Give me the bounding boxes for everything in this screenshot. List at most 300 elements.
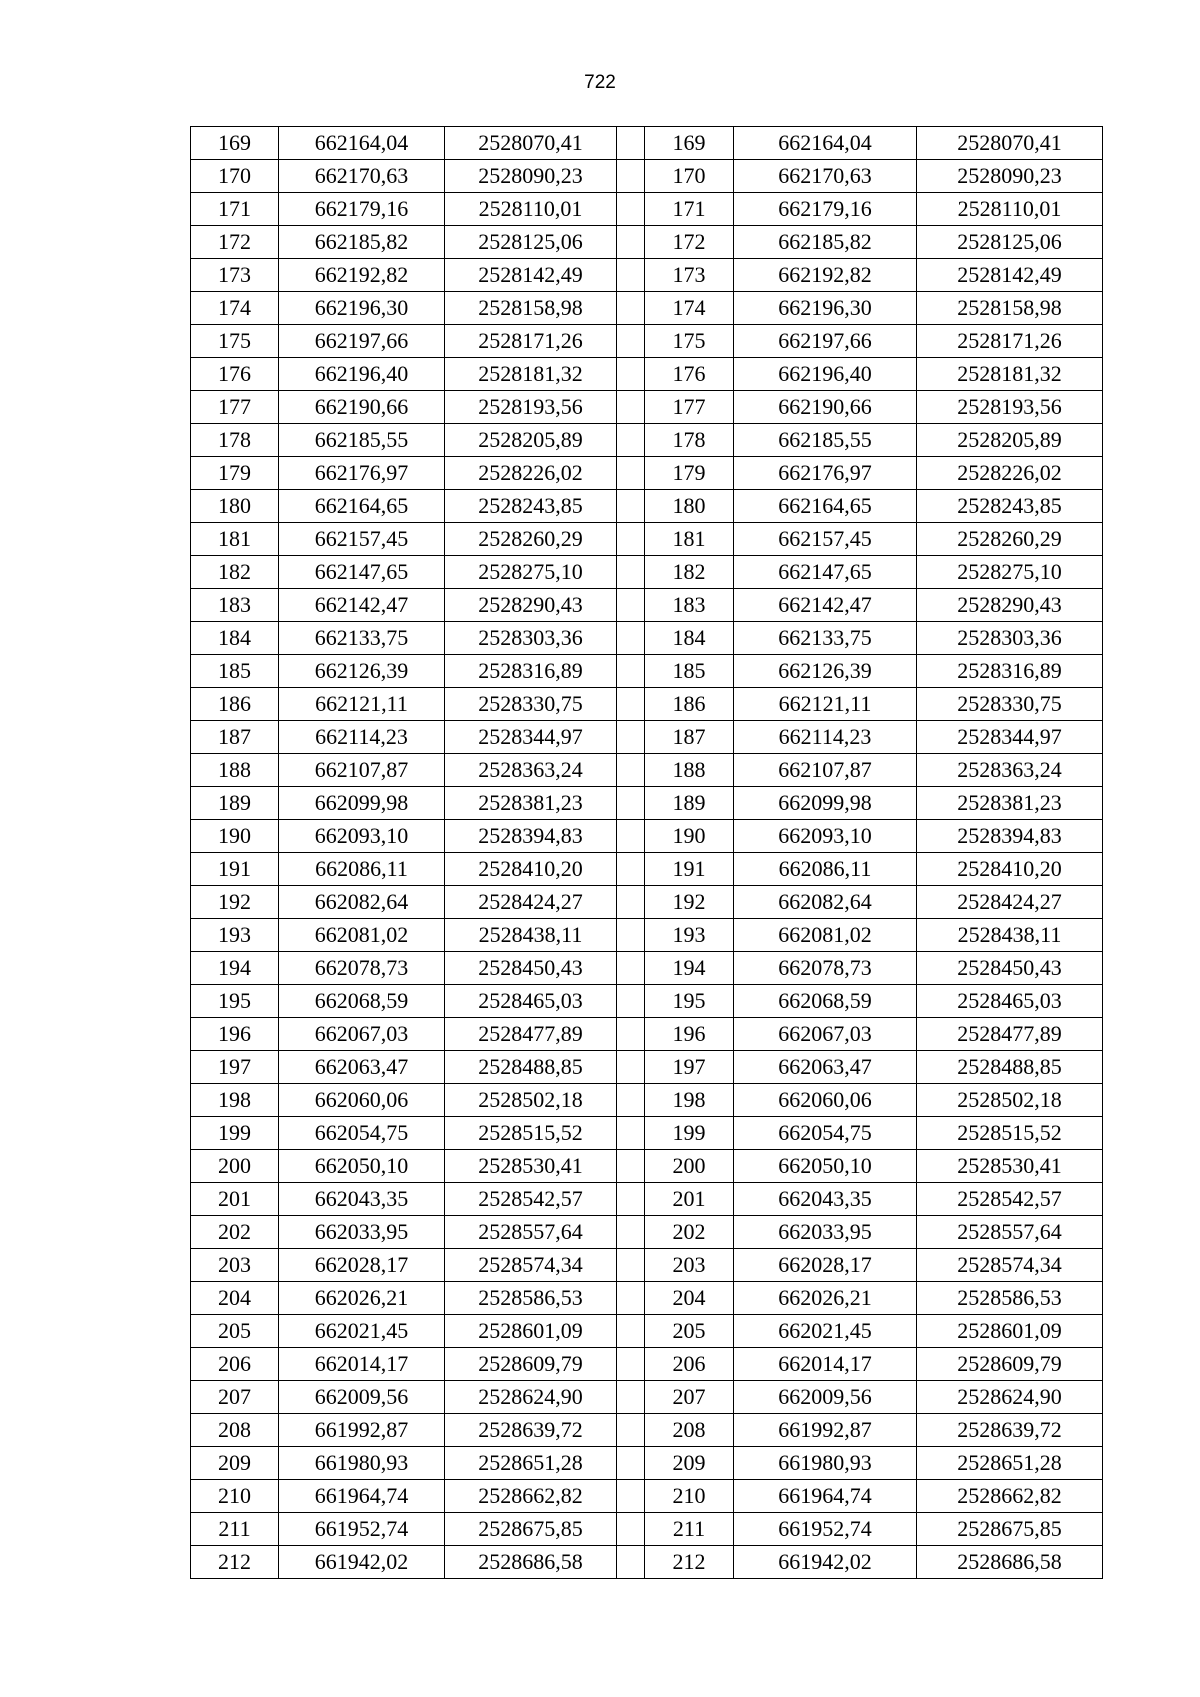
table-cell-y-coordinate: 2528158,98 [917,292,1103,325]
table-cell-x-coordinate: 662054,75 [279,1117,445,1150]
table-row [191,424,1103,457]
table-cell-y-coordinate: 2528515,52 [917,1117,1103,1150]
table-cell-spacer-cell [617,1117,645,1150]
table-cell-point-number: 189 [645,787,734,820]
table-row [191,721,1103,754]
table-cell-y-coordinate: 2528344,97 [445,721,617,754]
table-row [191,391,1103,424]
table-row [191,688,1103,721]
table-cell-y-coordinate: 2528639,72 [445,1414,617,1447]
table-cell-y-coordinate: 2528502,18 [445,1084,617,1117]
table-cell-y-coordinate: 2528394,83 [917,820,1103,853]
table-cell-y-coordinate: 2528586,53 [445,1282,617,1315]
table-cell-y-coordinate: 2528243,85 [445,490,617,523]
table-cell-spacer-cell [617,358,645,391]
table-cell-y-coordinate: 2528110,01 [445,193,617,226]
table-cell-point-number: 194 [191,952,279,985]
table-cell-x-coordinate: 662164,65 [734,490,917,523]
table-cell-y-coordinate: 2528574,34 [445,1249,617,1282]
table-cell-spacer-cell [617,226,645,259]
table-cell-spacer-cell [617,424,645,457]
table-cell-point-number: 173 [645,259,734,292]
table-cell-point-number: 208 [645,1414,734,1447]
table-cell-x-coordinate: 662107,87 [279,754,445,787]
table-row [191,985,1103,1018]
table-row [191,457,1103,490]
table-cell-point-number: 191 [645,853,734,886]
table-cell-point-number: 172 [645,226,734,259]
table-cell-x-coordinate: 662164,04 [734,127,917,160]
table-cell-point-number: 211 [191,1513,279,1546]
table-cell-x-coordinate: 661992,87 [279,1414,445,1447]
table-cell-point-number: 209 [645,1447,734,1480]
table-cell-y-coordinate: 2528316,89 [917,655,1103,688]
table-row [191,1447,1103,1480]
table-row [191,1480,1103,1513]
table-cell-y-coordinate: 2528557,64 [917,1216,1103,1249]
table-row [191,1183,1103,1216]
table-cell-y-coordinate: 2528171,26 [445,325,617,358]
table-cell-point-number: 196 [191,1018,279,1051]
table-cell-spacer-cell [617,490,645,523]
table-cell-x-coordinate: 662067,03 [734,1018,917,1051]
table-cell-x-coordinate: 661952,74 [734,1513,917,1546]
table-cell-y-coordinate: 2528142,49 [917,259,1103,292]
table-cell-x-coordinate: 661942,02 [279,1546,445,1579]
table-cell-point-number: 182 [191,556,279,589]
table-row [191,1018,1103,1051]
table-row [191,556,1103,589]
table-cell-point-number: 183 [645,589,734,622]
table-cell-x-coordinate: 662185,82 [279,226,445,259]
table-row [191,325,1103,358]
table-cell-point-number: 198 [645,1084,734,1117]
table-row [191,292,1103,325]
table-row [191,127,1103,160]
table-row [191,754,1103,787]
table-cell-y-coordinate: 2528303,36 [917,622,1103,655]
table-cell-y-coordinate: 2528438,11 [445,919,617,952]
table-cell-x-coordinate: 662147,65 [734,556,917,589]
table-cell-y-coordinate: 2528090,23 [917,160,1103,193]
table-cell-point-number: 201 [645,1183,734,1216]
table-row [191,226,1103,259]
table-cell-x-coordinate: 662176,97 [734,457,917,490]
table-cell-x-coordinate: 662060,06 [734,1084,917,1117]
table-cell-point-number: 188 [191,754,279,787]
table-cell-spacer-cell [617,589,645,622]
table-cell-point-number: 202 [191,1216,279,1249]
table-cell-spacer-cell [617,391,645,424]
table-cell-point-number: 171 [645,193,734,226]
table-row [191,1084,1103,1117]
table-cell-x-coordinate: 661964,74 [734,1480,917,1513]
table-row [191,1216,1103,1249]
table-row [191,523,1103,556]
table-cell-point-number: 178 [191,424,279,457]
table-cell-point-number: 176 [191,358,279,391]
table-cell-spacer-cell [617,1183,645,1216]
table-row [191,1051,1103,1084]
table-row [191,952,1103,985]
table-cell-x-coordinate: 662063,47 [279,1051,445,1084]
table-cell-spacer-cell [617,820,645,853]
table-cell-point-number: 192 [645,886,734,919]
table-cell-y-coordinate: 2528438,11 [917,919,1103,952]
table-cell-x-coordinate: 662107,87 [734,754,917,787]
table-cell-spacer-cell [617,1447,645,1480]
table-cell-point-number: 171 [191,193,279,226]
table-cell-x-coordinate: 661980,93 [734,1447,917,1480]
table-cell-point-number: 179 [191,457,279,490]
table-cell-x-coordinate: 662086,11 [279,853,445,886]
table-cell-y-coordinate: 2528181,32 [445,358,617,391]
table-cell-x-coordinate: 662067,03 [279,1018,445,1051]
table-cell-x-coordinate: 662121,11 [279,688,445,721]
table-cell-x-coordinate: 662196,30 [734,292,917,325]
table-cell-x-coordinate: 662133,75 [279,622,445,655]
table-cell-x-coordinate: 662185,55 [734,424,917,457]
table-row [191,1315,1103,1348]
table-cell-x-coordinate: 662192,82 [734,259,917,292]
table-cell-x-coordinate: 662009,56 [734,1381,917,1414]
table-cell-y-coordinate: 2528193,56 [445,391,617,424]
table-cell-y-coordinate: 2528205,89 [445,424,617,457]
table-cell-x-coordinate: 662164,04 [279,127,445,160]
table-cell-x-coordinate: 662086,11 [734,853,917,886]
table-row [191,886,1103,919]
table-cell-x-coordinate: 662179,16 [279,193,445,226]
table-cell-point-number: 173 [191,259,279,292]
table-cell-point-number: 174 [645,292,734,325]
table-cell-x-coordinate: 662026,21 [734,1282,917,1315]
table-cell-spacer-cell [617,523,645,556]
table-cell-spacer-cell [617,1348,645,1381]
table-cell-point-number: 186 [191,688,279,721]
table-cell-spacer-cell [617,1282,645,1315]
table-cell-x-coordinate: 662121,11 [734,688,917,721]
table-cell-point-number: 181 [191,523,279,556]
table-cell-point-number: 177 [645,391,734,424]
table-cell-x-coordinate: 662164,65 [279,490,445,523]
table-cell-x-coordinate: 662114,23 [734,721,917,754]
table-cell-y-coordinate: 2528624,90 [445,1381,617,1414]
table-cell-spacer-cell [617,622,645,655]
table-cell-x-coordinate: 662021,45 [734,1315,917,1348]
table-cell-point-number: 186 [645,688,734,721]
table-cell-y-coordinate: 2528290,43 [445,589,617,622]
table-row [191,1150,1103,1183]
table-cell-y-coordinate: 2528181,32 [917,358,1103,391]
page-number: 722 [584,72,616,93]
table-cell-point-number: 198 [191,1084,279,1117]
table-cell-spacer-cell [617,259,645,292]
table-cell-x-coordinate: 662014,17 [734,1348,917,1381]
table-cell-x-coordinate: 662014,17 [279,1348,445,1381]
table-cell-point-number: 196 [645,1018,734,1051]
table-cell-point-number: 212 [191,1546,279,1579]
table-cell-y-coordinate: 2528410,20 [445,853,617,886]
table-cell-x-coordinate: 662060,06 [279,1084,445,1117]
table-cell-point-number: 185 [191,655,279,688]
table-cell-x-coordinate: 662099,98 [279,787,445,820]
table-cell-spacer-cell [617,787,645,820]
table-cell-x-coordinate: 662078,73 [279,952,445,985]
table-cell-point-number: 190 [645,820,734,853]
table-cell-spacer-cell [617,127,645,160]
table-cell-x-coordinate: 662196,40 [734,358,917,391]
table-cell-y-coordinate: 2528557,64 [445,1216,617,1249]
table-cell-y-coordinate: 2528651,28 [917,1447,1103,1480]
table-cell-point-number: 202 [645,1216,734,1249]
table-cell-x-coordinate: 662068,59 [734,985,917,1018]
table-cell-x-coordinate: 662185,55 [279,424,445,457]
table-cell-x-coordinate: 661964,74 [279,1480,445,1513]
table-cell-x-coordinate: 662081,02 [734,919,917,952]
table-cell-x-coordinate: 662068,59 [279,985,445,1018]
table-row [191,589,1103,622]
table-cell-point-number: 193 [191,919,279,952]
table-cell-point-number: 195 [191,985,279,1018]
table-cell-x-coordinate: 662043,35 [734,1183,917,1216]
table-cell-point-number: 170 [191,160,279,193]
table-cell-x-coordinate: 662081,02 [279,919,445,952]
table-cell-x-coordinate: 662082,64 [279,886,445,919]
table-cell-point-number: 197 [191,1051,279,1084]
table-cell-y-coordinate: 2528639,72 [917,1414,1103,1447]
table-cell-y-coordinate: 2528586,53 [917,1282,1103,1315]
table-cell-x-coordinate: 662190,66 [734,391,917,424]
table-row [191,1348,1103,1381]
table-row [191,193,1103,226]
table-cell-y-coordinate: 2528609,79 [917,1348,1103,1381]
table-cell-point-number: 180 [191,490,279,523]
table-cell-point-number: 204 [191,1282,279,1315]
table-cell-y-coordinate: 2528410,20 [917,853,1103,886]
table-cell-spacer-cell [617,1216,645,1249]
table-cell-x-coordinate: 661952,74 [279,1513,445,1546]
table-cell-x-coordinate: 662126,39 [279,655,445,688]
table-cell-x-coordinate: 662050,10 [279,1150,445,1183]
table-cell-y-coordinate: 2528488,85 [445,1051,617,1084]
coordinates-table-body [191,127,1103,1579]
table-cell-point-number: 203 [645,1249,734,1282]
table-cell-spacer-cell [617,1051,645,1084]
table-cell-x-coordinate: 662197,66 [279,325,445,358]
table-cell-point-number: 172 [191,226,279,259]
table-cell-y-coordinate: 2528465,03 [445,985,617,1018]
table-cell-point-number: 201 [191,1183,279,1216]
table-cell-y-coordinate: 2528651,28 [445,1447,617,1480]
table-cell-spacer-cell [617,754,645,787]
table-cell-point-number: 183 [191,589,279,622]
table-cell-x-coordinate: 662157,45 [734,523,917,556]
table-cell-spacer-cell [617,193,645,226]
table-cell-y-coordinate: 2528142,49 [445,259,617,292]
table-cell-y-coordinate: 2528394,83 [445,820,617,853]
table-cell-spacer-cell [617,1480,645,1513]
table-cell-point-number: 204 [645,1282,734,1315]
table-cell-point-number: 176 [645,358,734,391]
table-cell-y-coordinate: 2528330,75 [917,688,1103,721]
table-cell-y-coordinate: 2528381,23 [917,787,1103,820]
table-cell-x-coordinate: 662176,97 [279,457,445,490]
table-row [191,787,1103,820]
table-row [191,622,1103,655]
table-cell-x-coordinate: 662185,82 [734,226,917,259]
table-cell-spacer-cell [617,1315,645,1348]
table-cell-x-coordinate: 662033,95 [734,1216,917,1249]
table-cell-y-coordinate: 2528363,24 [445,754,617,787]
table-cell-spacer-cell [617,655,645,688]
table-cell-point-number: 210 [645,1480,734,1513]
table-cell-y-coordinate: 2528488,85 [917,1051,1103,1084]
table-cell-y-coordinate: 2528502,18 [917,1084,1103,1117]
table-cell-spacer-cell [617,886,645,919]
table-cell-point-number: 199 [191,1117,279,1150]
table-cell-y-coordinate: 2528290,43 [917,589,1103,622]
table-cell-y-coordinate: 2528110,01 [917,193,1103,226]
table-cell-y-coordinate: 2528542,57 [917,1183,1103,1216]
table-cell-y-coordinate: 2528363,24 [917,754,1103,787]
table-cell-y-coordinate: 2528424,27 [445,886,617,919]
table-cell-y-coordinate: 2528574,34 [917,1249,1103,1282]
table-cell-point-number: 205 [191,1315,279,1348]
table-cell-spacer-cell [617,952,645,985]
table-cell-y-coordinate: 2528450,43 [445,952,617,985]
table-cell-y-coordinate: 2528515,52 [445,1117,617,1150]
table-cell-y-coordinate: 2528316,89 [445,655,617,688]
table-cell-spacer-cell [617,325,645,358]
table-cell-x-coordinate: 661980,93 [279,1447,445,1480]
table-cell-point-number: 200 [191,1150,279,1183]
table-cell-y-coordinate: 2528675,85 [917,1513,1103,1546]
table-cell-point-number: 210 [191,1480,279,1513]
table-cell-point-number: 169 [191,127,279,160]
table-cell-y-coordinate: 2528601,09 [917,1315,1103,1348]
table-cell-point-number: 190 [191,820,279,853]
table-cell-y-coordinate: 2528090,23 [445,160,617,193]
table-cell-y-coordinate: 2528662,82 [445,1480,617,1513]
table-cell-y-coordinate: 2528125,06 [917,226,1103,259]
table-cell-x-coordinate: 661942,02 [734,1546,917,1579]
table-cell-x-coordinate: 662170,63 [734,160,917,193]
table-row [191,1282,1103,1315]
table-cell-point-number: 184 [191,622,279,655]
table-cell-y-coordinate: 2528243,85 [917,490,1103,523]
table-cell-x-coordinate: 662196,30 [279,292,445,325]
table-row [191,1414,1103,1447]
table-cell-point-number: 184 [645,622,734,655]
table-cell-x-coordinate: 662179,16 [734,193,917,226]
table-cell-x-coordinate: 662133,75 [734,622,917,655]
table-cell-point-number: 178 [645,424,734,457]
table-cell-point-number: 191 [191,853,279,886]
table-cell-spacer-cell [617,1084,645,1117]
table-cell-y-coordinate: 2528465,03 [917,985,1103,1018]
table-cell-point-number: 195 [645,985,734,1018]
table-cell-x-coordinate: 662063,47 [734,1051,917,1084]
table-cell-y-coordinate: 2528662,82 [917,1480,1103,1513]
table-cell-point-number: 179 [645,457,734,490]
table-cell-x-coordinate: 662082,64 [734,886,917,919]
table-cell-y-coordinate: 2528205,89 [917,424,1103,457]
table-cell-y-coordinate: 2528675,85 [445,1513,617,1546]
table-cell-point-number: 189 [191,787,279,820]
table-cell-y-coordinate: 2528226,02 [445,457,617,490]
table-cell-y-coordinate: 2528125,06 [445,226,617,259]
table-cell-y-coordinate: 2528193,56 [917,391,1103,424]
table-cell-point-number: 174 [191,292,279,325]
table-cell-point-number: 203 [191,1249,279,1282]
table-cell-x-coordinate: 662028,17 [279,1249,445,1282]
table-cell-spacer-cell [617,160,645,193]
table-cell-spacer-cell [617,457,645,490]
table-cell-spacer-cell [617,1546,645,1579]
table-cell-x-coordinate: 662099,98 [734,787,917,820]
table-cell-point-number: 207 [191,1381,279,1414]
table-cell-x-coordinate: 662033,95 [279,1216,445,1249]
table-cell-spacer-cell [617,985,645,1018]
table-cell-point-number: 205 [645,1315,734,1348]
table-cell-point-number: 175 [645,325,734,358]
table-cell-spacer-cell [617,688,645,721]
table-cell-point-number: 208 [191,1414,279,1447]
table-cell-point-number: 207 [645,1381,734,1414]
table-cell-x-coordinate: 662197,66 [734,325,917,358]
table-cell-point-number: 211 [645,1513,734,1546]
table-cell-point-number: 206 [645,1348,734,1381]
table-cell-y-coordinate: 2528424,27 [917,886,1103,919]
table-cell-spacer-cell [617,292,645,325]
coordinates-table [190,126,1103,1579]
table-cell-y-coordinate: 2528381,23 [445,787,617,820]
table-cell-x-coordinate: 662093,10 [279,820,445,853]
table-cell-point-number: 192 [191,886,279,919]
table-cell-x-coordinate: 662157,45 [279,523,445,556]
table-cell-point-number: 170 [645,160,734,193]
table-row [191,919,1103,952]
table-cell-point-number: 181 [645,523,734,556]
table-cell-point-number: 199 [645,1117,734,1150]
table-cell-spacer-cell [617,1249,645,1282]
table-cell-spacer-cell [617,1018,645,1051]
table-cell-x-coordinate: 662192,82 [279,259,445,292]
table-cell-point-number: 193 [645,919,734,952]
table-cell-point-number: 206 [191,1348,279,1381]
table-cell-y-coordinate: 2528609,79 [445,1348,617,1381]
table-cell-y-coordinate: 2528070,41 [917,127,1103,160]
table-cell-point-number: 169 [645,127,734,160]
table-cell-x-coordinate: 662050,10 [734,1150,917,1183]
table-cell-point-number: 200 [645,1150,734,1183]
table-cell-y-coordinate: 2528686,58 [917,1546,1103,1579]
table-cell-y-coordinate: 2528330,75 [445,688,617,721]
table-cell-point-number: 187 [645,721,734,754]
table-cell-x-coordinate: 662170,63 [279,160,445,193]
table-row [191,853,1103,886]
table-cell-y-coordinate: 2528260,29 [917,523,1103,556]
table-cell-y-coordinate: 2528601,09 [445,1315,617,1348]
table-row [191,655,1103,688]
table-cell-spacer-cell [617,1381,645,1414]
table-cell-point-number: 185 [645,655,734,688]
table-cell-y-coordinate: 2528275,10 [445,556,617,589]
table-cell-y-coordinate: 2528226,02 [917,457,1103,490]
table-cell-y-coordinate: 2528344,97 [917,721,1103,754]
table-cell-point-number: 182 [645,556,734,589]
table-cell-y-coordinate: 2528477,89 [917,1018,1103,1051]
